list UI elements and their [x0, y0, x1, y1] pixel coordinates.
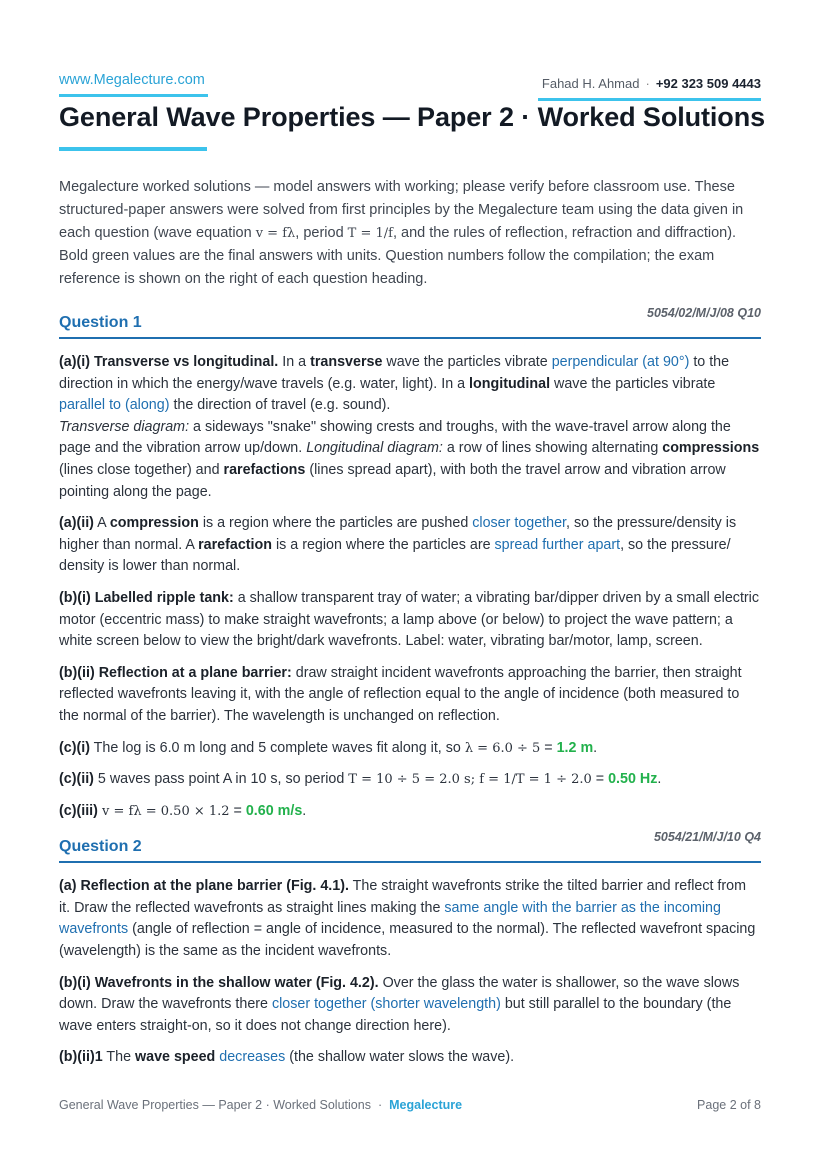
- site-underline: [59, 94, 208, 97]
- final-answer: 0.50 Hz: [608, 771, 658, 788]
- main-content: [59, 176, 761, 1085]
- answer-b-ii: (b)(ii) Reflection at a plane barrier: draw straight incident wavefronts approaching the barrier, then straight reflected wavefronts leaving it, with the angle of reflection equal to the angle of incidence (both measured to the normal of the barrier). The wavelength is unchanged on reflection.: [59, 664, 742, 724]
- question-1: [59, 306, 761, 822]
- footer-doc-title: General Wave Properties — Paper 2 · Worked Solutions: [59, 1098, 371, 1112]
- question-title: Question 2: [59, 838, 142, 856]
- header-separator: ·: [645, 76, 650, 91]
- site-link[interactable]: www.Megalecture.com: [59, 72, 205, 88]
- author-contact: [538, 76, 761, 91]
- question-2-heading: [59, 830, 761, 863]
- header-left: [59, 72, 208, 97]
- answer-a-ii: (a)(ii) A compression is a region where the particles are pushed closer together, so the pressure/density is higher than normal. A rarefaction is a region where the particles are spread further apart, so the pressure/ density is lower than normal.: [59, 515, 737, 575]
- header-right: [538, 76, 761, 101]
- answer-c-iii: (c)(iii) v = fλ = 0.50 × 1.2 = 0.60 m/s.: [59, 802, 307, 819]
- exam-reference: 5054/02/M/J/08 Q10: [647, 306, 761, 320]
- contact-underline: [538, 98, 761, 101]
- question-1-heading: [59, 306, 761, 339]
- footer-brand: Megalecture: [389, 1098, 463, 1112]
- final-answer: 1.2 m: [556, 739, 594, 756]
- footer-separator: ·: [377, 1098, 383, 1112]
- author-name: Fahad H. Ahmad: [541, 76, 640, 91]
- page-number: Page 2 of 8: [697, 1098, 761, 1112]
- intro-paragraph: Megalecture worked solutions — model answers with working; please verify before classroom use. These structured-paper answers were solved from first principles by the Megalecture team using the data given in each question (wave equation v = fλ, period T = 1/f, and the rules of reflection, refraction and diffraction). Bold green values are the final answers with units. Question numbers follow the compilation; the exam reference is shown on the right of each question heading.: [59, 179, 744, 287]
- answer-c-ii: (c)(ii) 5 waves pass point A in 10 s, so period T = 10 ÷ 5 = 2.0 s; f = 1/T = 1 ÷ 2.0 = 0.50 Hz.: [59, 771, 662, 788]
- answer-b-i: (b)(i) Wavefronts in the shallow water (Fig. 4.2). Over the glass the water is shallower, so the wave slows down. Draw the wavefronts there closer together (shorter wavelength) but still parallel to the boundary (the wave enters straight-on, so it does not change direction here).: [59, 974, 740, 1034]
- final-answer: 0.60 m/s: [245, 802, 303, 819]
- footer-left: [59, 1098, 462, 1112]
- answer-c-i: (c)(i) The log is 6.0 m long and 5 complete waves fit along it, so λ = 6.0 ÷ 5 = 1.2 m.: [59, 739, 598, 756]
- page-title: General Wave Properties — Paper 2 · Worked Solutions: [59, 102, 766, 132]
- answer-a-i: (a)(i) Transverse vs longitudinal. In a transverse wave the particles vibrate perpendicular (at 90°) to the direction in which the energy/wave travels (e.g. water, light). In a longitudinal wave the particles vibrate parallel to (along) the direction of travel (e.g. sound). Transverse diagram: a sideways "snake" showing crests and troughs, with the wave-travel arrow along the page and the vibration arrow up/down. Longitudinal diagram: a row of lines showing alternating compressions (lines close together) and rarefactions (lines spread apart), with both the travel arrow and vibration arrow pointing along the page.: [59, 354, 760, 500]
- title-underline: [59, 147, 207, 151]
- answer-b-ii-1: (b)(ii)1 The wave speed decreases (the shallow water slows the wave).: [59, 1049, 515, 1066]
- question-title: Question 1: [59, 314, 142, 331]
- exam-reference: 5054/21/M/J/10 Q4: [653, 830, 761, 845]
- page-footer: [59, 1098, 761, 1112]
- phone-number: +92 323 509 4443: [655, 76, 761, 91]
- answer-b-i: (b)(i) Labelled ripple tank: a shallow transparent tray of water; a vibrating bar/dipper driven by a small electric motor (eccentric mass) to make straight wavefronts; a lamp above (or below) to project the wave pattern; a white screen below to view the bright/dark wavefronts. Label: water, vibrating bar/motor, lamp, screen.: [59, 589, 760, 650]
- question-2: [59, 830, 761, 1069]
- answer-a: (a) Reflection at the plane barrier (Fig. 4.1). The straight wavefronts strike the tilted barrier and reflect from it. Draw the reflected wavefronts as straight lines making the same angle with the barrier as the incoming wavefronts (angle of reflection = angle of incidence, measured to the normal). The reflected wavefront spacing (wavelength) is the same as the incident wavefronts.: [59, 878, 756, 960]
